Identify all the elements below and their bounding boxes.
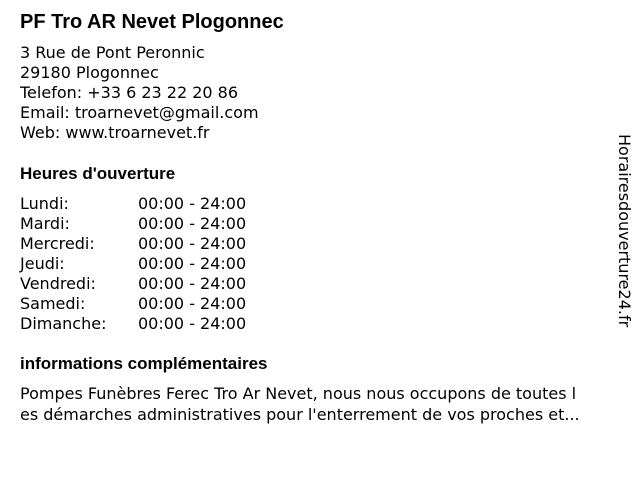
email-address[interactable]: Email: troarnevet@gmail.com bbox=[20, 103, 259, 122]
phone-number[interactable]: Telefon: +33 6 23 22 20 86 bbox=[20, 83, 239, 102]
day-label: Jeudi: bbox=[20, 254, 65, 273]
day-label: Samedi: bbox=[20, 294, 86, 313]
time-range: 00:00 - 24:00 bbox=[138, 234, 247, 253]
site-watermark: Horairesdouverture24.fr bbox=[615, 134, 634, 328]
day-label: Vendredi: bbox=[20, 274, 96, 293]
info-description-line: es démarches administratives pour l'enterrement de vos proches et... bbox=[20, 405, 580, 424]
time-range: 00:00 - 24:00 bbox=[138, 274, 247, 293]
contact-block bbox=[20, 43, 259, 143]
website-link[interactable]: Web: www.troarnevet.fr bbox=[20, 123, 210, 142]
day-label: Mardi: bbox=[20, 214, 70, 233]
time-range: 00:00 - 24:00 bbox=[138, 194, 247, 213]
address-city: 29180 Plogonnec bbox=[20, 63, 159, 82]
day-label: Lundi: bbox=[20, 194, 69, 213]
day-label: Dimanche: bbox=[20, 314, 107, 333]
address-street: 3 Rue de Pont Peronnic bbox=[20, 43, 205, 62]
time-range: 00:00 - 24:00 bbox=[138, 214, 247, 233]
info-description-line: Pompes Funèbres Ferec Tro Ar Nevet, nous nous occupons de toutes l bbox=[20, 384, 577, 403]
time-range: 00:00 - 24:00 bbox=[138, 294, 247, 313]
info-description bbox=[20, 383, 630, 425]
day-label: Mercredi: bbox=[20, 234, 95, 253]
business-name: PF Tro AR Nevet Plogonnec bbox=[20, 11, 284, 33]
time-range: 00:00 - 24:00 bbox=[138, 254, 247, 273]
hours-heading: Heures d'ouverture bbox=[20, 164, 176, 183]
time-range: 00:00 - 24:00 bbox=[138, 314, 247, 333]
info-heading: informations complémentaires bbox=[20, 354, 268, 373]
